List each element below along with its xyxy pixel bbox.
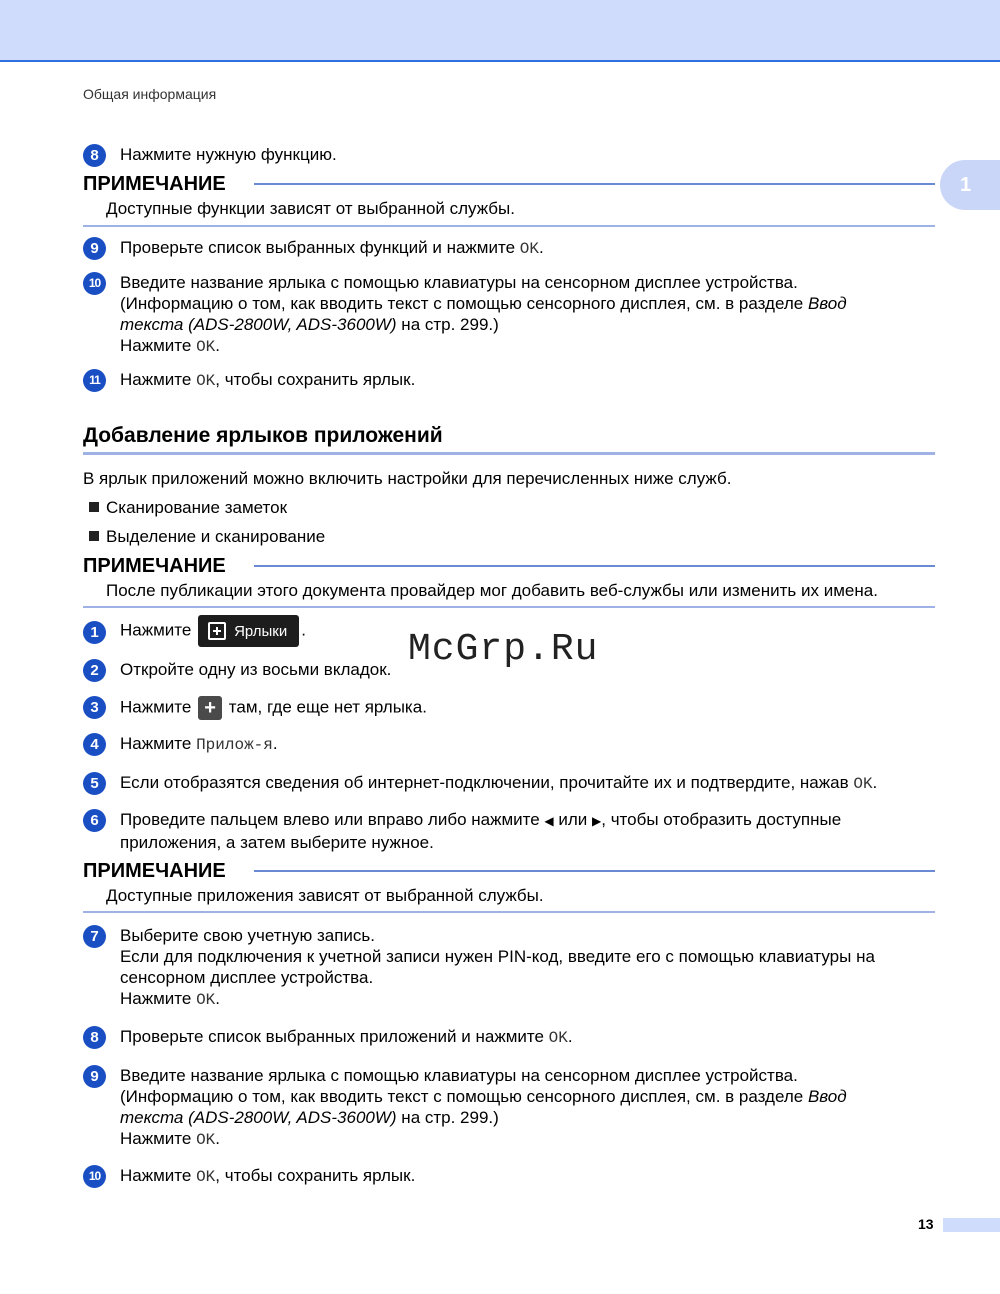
watermark: McGrp.Ru xyxy=(408,628,599,671)
bullet-item xyxy=(89,527,325,547)
step-text-end: . xyxy=(567,1027,573,1046)
step-b7 xyxy=(83,925,935,1011)
top-band xyxy=(0,0,1000,62)
step-line: Нажмите xyxy=(120,989,197,1008)
note-divider xyxy=(83,606,935,608)
step-line: Если для подключения к учетной записи нужен PIN-код, введите его с помощью клавиатуры на xyxy=(120,947,875,966)
xref-link[interactable]: Ввод xyxy=(807,294,847,313)
xref-link[interactable]: Ввод xyxy=(807,1087,847,1106)
shortcuts-button[interactable] xyxy=(198,615,299,647)
step-line: или xyxy=(553,810,593,829)
step-text: Нажмите xyxy=(120,697,197,717)
bullet-text: Сканирование заметок xyxy=(106,498,288,517)
step-text: Нажмите xyxy=(120,620,197,640)
add-shortcut-icon xyxy=(208,622,226,640)
step-b2 xyxy=(83,659,935,682)
note-rule xyxy=(254,565,935,567)
step-line: Проведите пальцем влево или вправо либо нажмите xyxy=(120,810,545,829)
step-text-end: . xyxy=(272,734,278,753)
note-text: Доступные функции зависят от выбранной службы. xyxy=(106,199,515,218)
step-line-end: . xyxy=(215,989,220,1008)
step-text-end: там, где еще нет ярлыка. xyxy=(224,697,427,717)
step-number: 10 xyxy=(83,272,106,295)
step-b4 xyxy=(83,733,935,756)
note-rule xyxy=(254,870,935,872)
step-line: Нажмите xyxy=(120,1129,197,1148)
step-text: Нажмите нужную функцию. xyxy=(120,145,337,164)
step-number: 2 xyxy=(83,659,106,682)
note-heading xyxy=(83,554,935,578)
note-heading xyxy=(83,859,935,883)
step-line-end: . xyxy=(215,1129,220,1148)
step-a11 xyxy=(83,369,935,392)
note-label: ПРИМЕЧАНИЕ xyxy=(83,859,226,882)
note-text: Доступные приложения зависят от выбранной службы. xyxy=(106,886,544,905)
step-line: Введите название ярлыка с помощью клавиатуры на сенсорном дисплее устройства. xyxy=(120,1066,798,1085)
ok-code: OK xyxy=(853,775,873,793)
chapter-tab: 1 xyxy=(940,160,1000,210)
step-line: на стр. 299.) xyxy=(396,315,499,334)
step-line: (Информацию о том, как вводить текст с помощью сенсорного дисплея, см. в разделе xyxy=(120,294,808,313)
page-number: 13 xyxy=(918,1216,934,1232)
step-line-end: . xyxy=(215,336,220,355)
page-tab xyxy=(943,1218,1000,1232)
step-number: 5 xyxy=(83,772,106,795)
shortcuts-button-label: Ярлыки xyxy=(234,622,288,640)
step-b8 xyxy=(83,1026,935,1049)
step-number: 10 xyxy=(83,1165,106,1188)
step-text-end: . xyxy=(538,238,544,257)
step-number: 6 xyxy=(83,809,106,832)
step-text-end: , чтобы сохранить ярлык. xyxy=(215,1166,416,1185)
note-divider xyxy=(83,225,935,227)
step-number: 4 xyxy=(83,733,106,756)
step-text: Проверьте список выбранных функций и нажмите xyxy=(120,238,520,257)
arrow-right-icon: ▶ xyxy=(592,814,602,828)
ok-code: OK xyxy=(196,991,216,1009)
step-text: Проверьте список выбранных приложений и нажмите xyxy=(120,1027,549,1046)
step-line: Введите название ярлыка с помощью клавиатуры на сенсорном дисплее устройства. xyxy=(120,273,798,292)
step-line: приложения, а затем выберите нужное. xyxy=(120,833,434,852)
ok-code: OK xyxy=(196,338,216,356)
step-a10 xyxy=(83,272,935,358)
bullet-item xyxy=(89,498,287,518)
step-a9 xyxy=(83,237,935,260)
plus-icon[interactable]: + xyxy=(198,696,222,720)
step-text: Нажмите xyxy=(120,734,197,753)
step-text: Если отобразятся сведения об интернет-подключении, прочитайте их и подтвердите, нажав xyxy=(120,773,854,792)
bullet-square-icon xyxy=(89,531,99,541)
step-number: 3 xyxy=(83,696,106,719)
step-a8 xyxy=(83,144,935,167)
section-intro: В ярлык приложений можно включить настройки для перечисленных ниже служб. xyxy=(83,469,732,488)
step-b6 xyxy=(83,809,935,853)
step-text: Откройте одну из восьми вкладок. xyxy=(120,660,392,679)
note-text: После публикации этого документа провайдер мог добавить веб-службы или изменить их имена. xyxy=(106,581,878,600)
note-heading xyxy=(83,172,935,196)
note-divider xyxy=(83,911,935,913)
step-line: Нажмите xyxy=(120,336,197,355)
section-title: Добавление ярлыков приложений xyxy=(83,424,443,447)
step-line: (Информацию о том, как вводить текст с помощью сенсорного дисплея, см. в разделе xyxy=(120,1087,808,1106)
note-rule xyxy=(254,183,935,185)
step-text-end: , чтобы сохранить ярлык. xyxy=(215,370,416,389)
step-number: 11 xyxy=(83,369,106,392)
section-rule xyxy=(83,452,935,455)
step-text-end: . xyxy=(872,773,878,792)
apps-code: Прилож-я xyxy=(196,736,273,754)
note-label: ПРИМЕЧАНИЕ xyxy=(83,172,226,195)
step-line: сенсорном дисплее устройства. xyxy=(120,968,374,987)
step-line: , чтобы отобразить доступные xyxy=(601,810,842,829)
arrow-left-icon: ◀ xyxy=(544,814,554,828)
step-number: 9 xyxy=(83,237,106,260)
note-label: ПРИМЕЧАНИЕ xyxy=(83,554,226,577)
xref-link[interactable]: текста (ADS-2800W, ADS-3600W) xyxy=(120,315,397,334)
ok-code: OK xyxy=(196,1168,216,1186)
bullet-square-icon xyxy=(89,502,99,512)
step-text: Нажмите xyxy=(120,1166,197,1185)
step-number: 8 xyxy=(83,144,106,167)
ok-code: OK xyxy=(196,1131,216,1149)
bullet-text: Выделение и сканирование xyxy=(106,527,326,546)
ok-code: OK xyxy=(548,1029,568,1047)
step-text: Нажмите xyxy=(120,370,197,389)
step-b10 xyxy=(83,1165,935,1188)
running-header: Общая информация xyxy=(83,86,217,102)
xref-link[interactable]: текста (ADS-2800W, ADS-3600W) xyxy=(120,1108,397,1127)
step-number: 9 xyxy=(83,1065,106,1088)
step-number: 1 xyxy=(83,621,106,644)
step-line: на стр. 299.) xyxy=(396,1108,499,1127)
step-number: 8 xyxy=(83,1026,106,1049)
step-text-end: . xyxy=(301,620,306,640)
step-b5 xyxy=(83,772,935,795)
step-b3 xyxy=(83,696,935,719)
step-b9 xyxy=(83,1065,935,1151)
ok-code: OK xyxy=(196,372,216,390)
ok-code: OK xyxy=(519,240,539,258)
step-number: 7 xyxy=(83,925,106,948)
step-line: Выберите свою учетную запись. xyxy=(120,926,375,945)
